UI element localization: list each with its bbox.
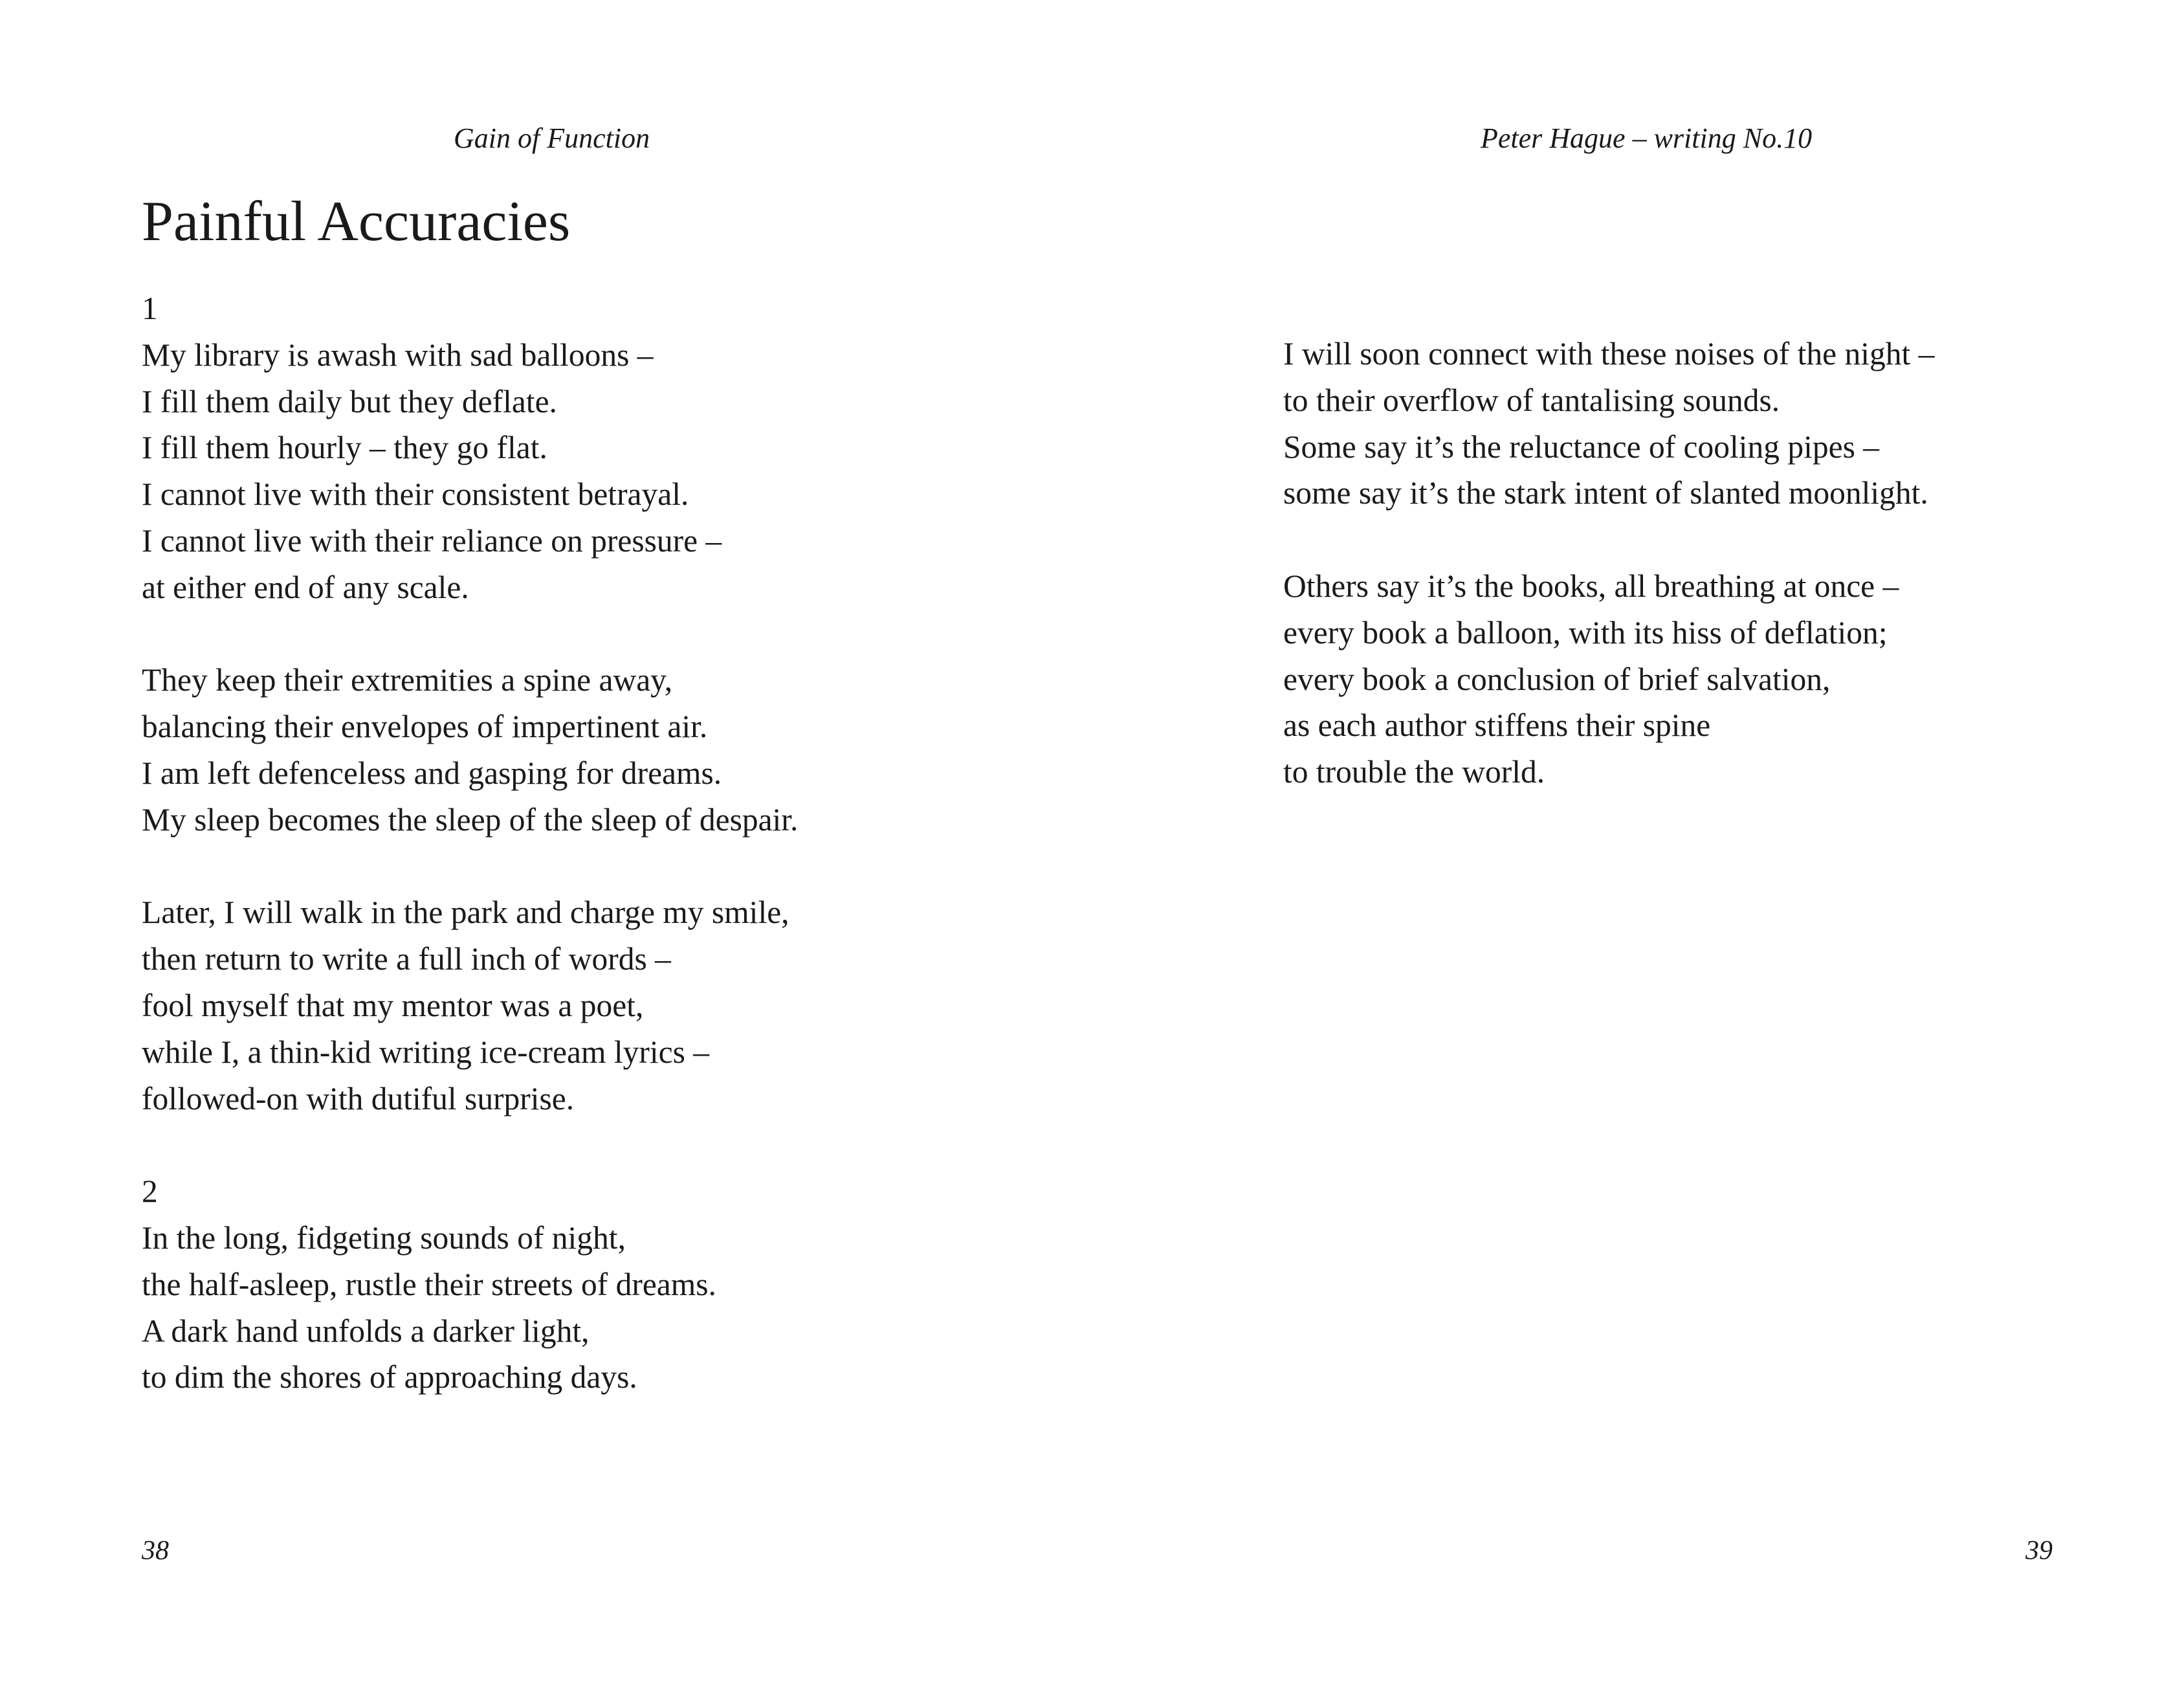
section-number: 2 xyxy=(142,1173,158,1210)
poem-line: My library is awash with sad balloons – xyxy=(142,337,654,373)
poem-line: every book a conclusion of brief salvation, xyxy=(1283,661,1831,697)
poem-line: Later, I will walk in the park and charge my smile, xyxy=(142,894,789,931)
poem-line: I cannot live with their reliance on pressure – xyxy=(142,522,722,559)
running-head-book-title: Gain of Function xyxy=(454,122,650,154)
poem-line: I am left defenceless and gasping for dreams. xyxy=(142,755,722,791)
stanza xyxy=(142,657,798,843)
poem-line: to their overflow of tantalising sounds. xyxy=(1283,382,1780,418)
page-number: 39 xyxy=(2025,1536,2053,1566)
poem-line: They keep their extremities a spine away, xyxy=(142,662,673,698)
poem-line: I fill them daily but they deflate. xyxy=(142,383,557,419)
page-number: 38 xyxy=(142,1536,169,1566)
poem-line: the half-asleep, rustle their streets of dreams. xyxy=(142,1266,716,1302)
poem-line: My sleep becomes the sleep of the sleep of despair. xyxy=(142,801,799,838)
stanza xyxy=(1283,563,1934,795)
poem-body xyxy=(1283,331,1934,842)
section-number: 1 xyxy=(142,291,158,326)
poem-line: A dark hand unfolds a darker light, xyxy=(142,1313,590,1349)
poem-line: some say it’s the stark intent of slanted moonlight. xyxy=(1283,475,1928,511)
poem-line: as each author stiffens their spine xyxy=(1283,707,1711,744)
poem-line: balancing their envelopes of impertinent air. xyxy=(142,709,708,745)
running-head-author: Peter Hague – writing No.10 xyxy=(1481,122,1813,154)
stanza xyxy=(142,889,798,1122)
poem-line: I cannot live with their consistent betrayal. xyxy=(142,476,689,513)
poem-title: Painful Accuracies xyxy=(142,190,571,253)
stanza xyxy=(142,1168,798,1401)
poem-line: to trouble the world. xyxy=(1283,754,1545,790)
poem-line: then return to write a full inch of words – xyxy=(142,941,671,977)
poem-line: followed-on with dutiful surprise. xyxy=(142,1080,575,1116)
poem-body xyxy=(142,285,798,1447)
right-page xyxy=(1092,0,2184,1699)
stanza xyxy=(1283,331,1934,516)
stanza xyxy=(142,285,798,611)
poem-line: fool myself that my mentor was a poet, xyxy=(142,987,644,1023)
poem-line: to dim the shores of approaching days. xyxy=(142,1359,637,1395)
poem-line: I will soon connect with these noises of the night – xyxy=(1283,336,1935,372)
poem-line: Some say it’s the reluctance of cooling pipes – xyxy=(1283,428,1880,465)
poem-line: In the long, fidgeting sounds of night, xyxy=(142,1219,626,1256)
poem-line: every book a balloon, with its hiss of deflation; xyxy=(1283,614,1888,650)
poem-line: I fill them hourly – they go flat. xyxy=(142,430,547,466)
poem-line: at either end of any scale. xyxy=(142,569,469,605)
poem-line: while I, a thin-kid writing ice-cream lyrics – xyxy=(142,1034,709,1070)
poem-line: Others say it’s the books, all breathing at once – xyxy=(1283,568,1899,604)
